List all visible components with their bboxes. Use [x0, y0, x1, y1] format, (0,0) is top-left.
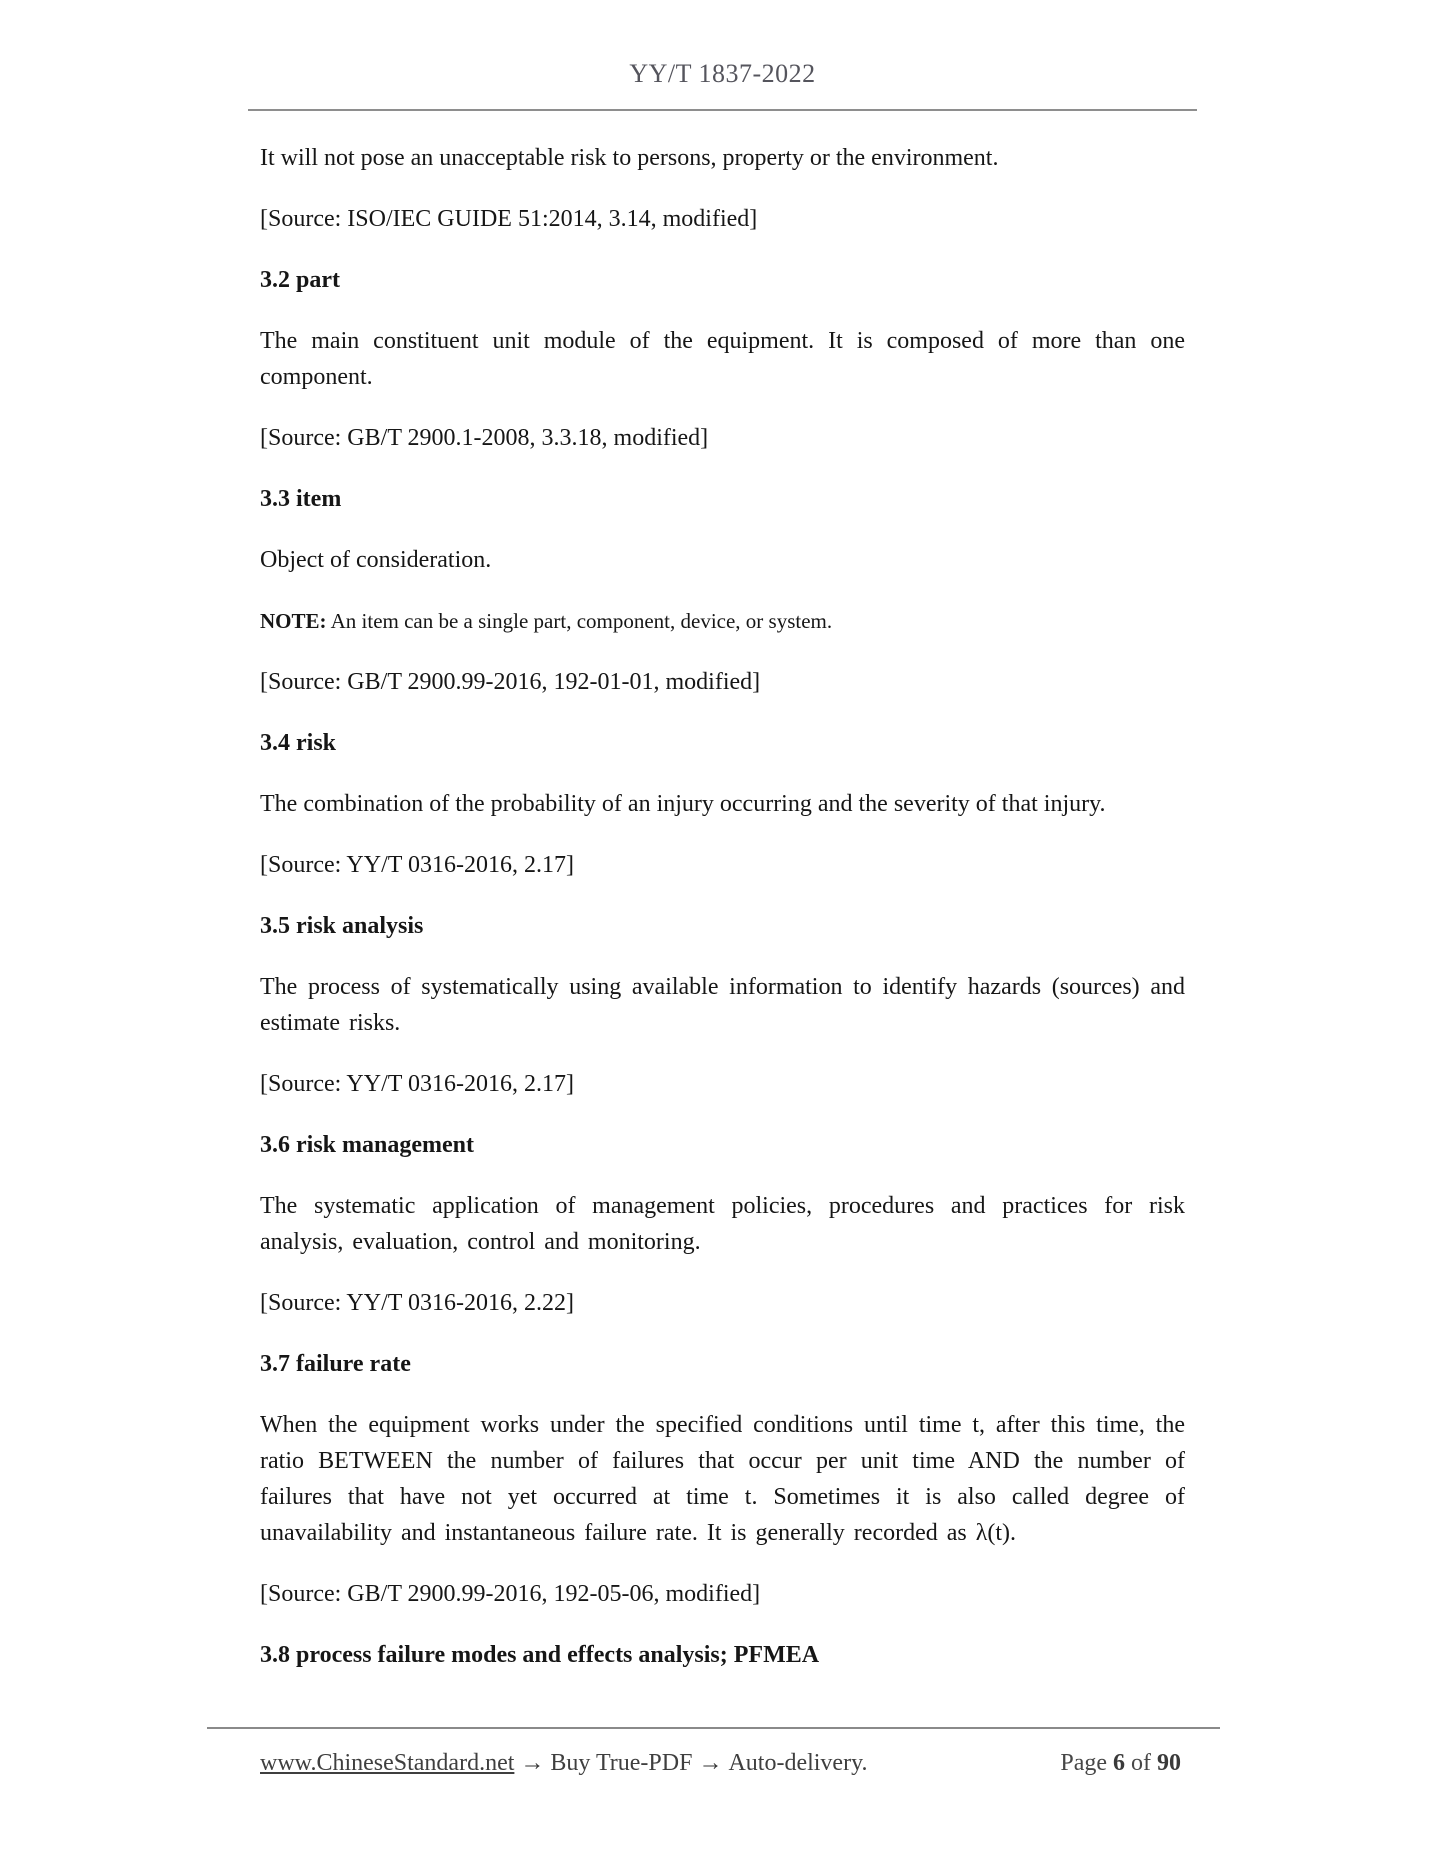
section-heading-3-5: 3.5 risk analysis	[260, 913, 424, 939]
website-link[interactable]: www.ChineseStandard.net	[260, 1750, 515, 1776]
source-reference: [Source: GB/T 2900.1-2008, 3.3.18, modified]	[260, 425, 709, 451]
source-reference: [Source: GB/T 2900.99-2016, 192-05-06, modified]	[260, 1581, 761, 1607]
page-total: 90	[1157, 1750, 1181, 1776]
paragraph: The systematic application of management policies, procedures and practices for risk analysis, evaluation, control and monitoring.	[260, 1193, 1185, 1255]
page-current: 6	[1113, 1750, 1125, 1776]
paragraph: When the equipment works under the specified conditions until time t, after this time, the ratio BETWEEN the number of failures that occur per unit time AND the number of failures that have not yet occurred at time t. Sometimes it is also called degree of unavailability and instantaneous failure rate. It is generally recorded as λ(t).	[260, 1412, 1185, 1546]
document-footer	[260, 1745, 1185, 1781]
footer-delivery-text: Auto-delivery.	[728, 1750, 868, 1776]
page-indicator	[1058, 1745, 1185, 1781]
paragraph: It will not pose an unacceptable risk to persons, property or the environment.	[260, 145, 999, 171]
arrow-icon: →	[520, 1750, 545, 1776]
source-reference: [Source: GB/T 2900.99-2016, 192-01-01, modified]	[260, 669, 761, 695]
section-heading-3-4: 3.4 risk	[260, 730, 337, 756]
source-reference: [Source: ISO/IEC GUIDE 51:2014, 3.14, modified]	[260, 206, 758, 232]
note-paragraph	[260, 603, 1185, 639]
section-heading-3-6: 3.6 risk management	[260, 1132, 474, 1158]
paragraph: Object of consideration.	[260, 547, 492, 573]
of-label: of	[1131, 1750, 1151, 1776]
document-number-header: YY/T 1837-2022	[629, 59, 816, 88]
section-heading-3-3: 3.3 item	[260, 486, 342, 512]
source-reference: [Source: YY/T 0316-2016, 2.17]	[260, 852, 574, 878]
footer-buy-text: Buy True-PDF	[550, 1750, 693, 1776]
header-divider-rule	[248, 109, 1197, 111]
footer-divider-rule	[207, 1727, 1220, 1729]
section-heading-3-2: 3.2 part	[260, 267, 340, 293]
source-reference: [Source: YY/T 0316-2016, 2.22]	[260, 1290, 574, 1316]
note-label: NOTE:	[260, 609, 327, 633]
source-reference: [Source: YY/T 0316-2016, 2.17]	[260, 1071, 574, 1097]
paragraph: The main constituent unit module of the equipment. It is composed of more than one component.	[260, 328, 1185, 390]
footer-left	[260, 1745, 868, 1781]
document-body	[260, 140, 1185, 1673]
page-label: Page	[1060, 1750, 1107, 1776]
section-heading-3-8: 3.8 process failure modes and effects analysis; PFMEA	[260, 1642, 820, 1668]
note-text: An item can be a single part, component, device, or system.	[326, 609, 833, 633]
arrow-icon: →	[698, 1750, 723, 1776]
paragraph: The process of systematically using available information to identify hazards (sources) and estimate risks.	[260, 974, 1185, 1036]
section-heading-3-7: 3.7 failure rate	[260, 1351, 411, 1377]
paragraph: The combination of the probability of an injury occurring and the severity of that injury.	[260, 791, 1106, 817]
